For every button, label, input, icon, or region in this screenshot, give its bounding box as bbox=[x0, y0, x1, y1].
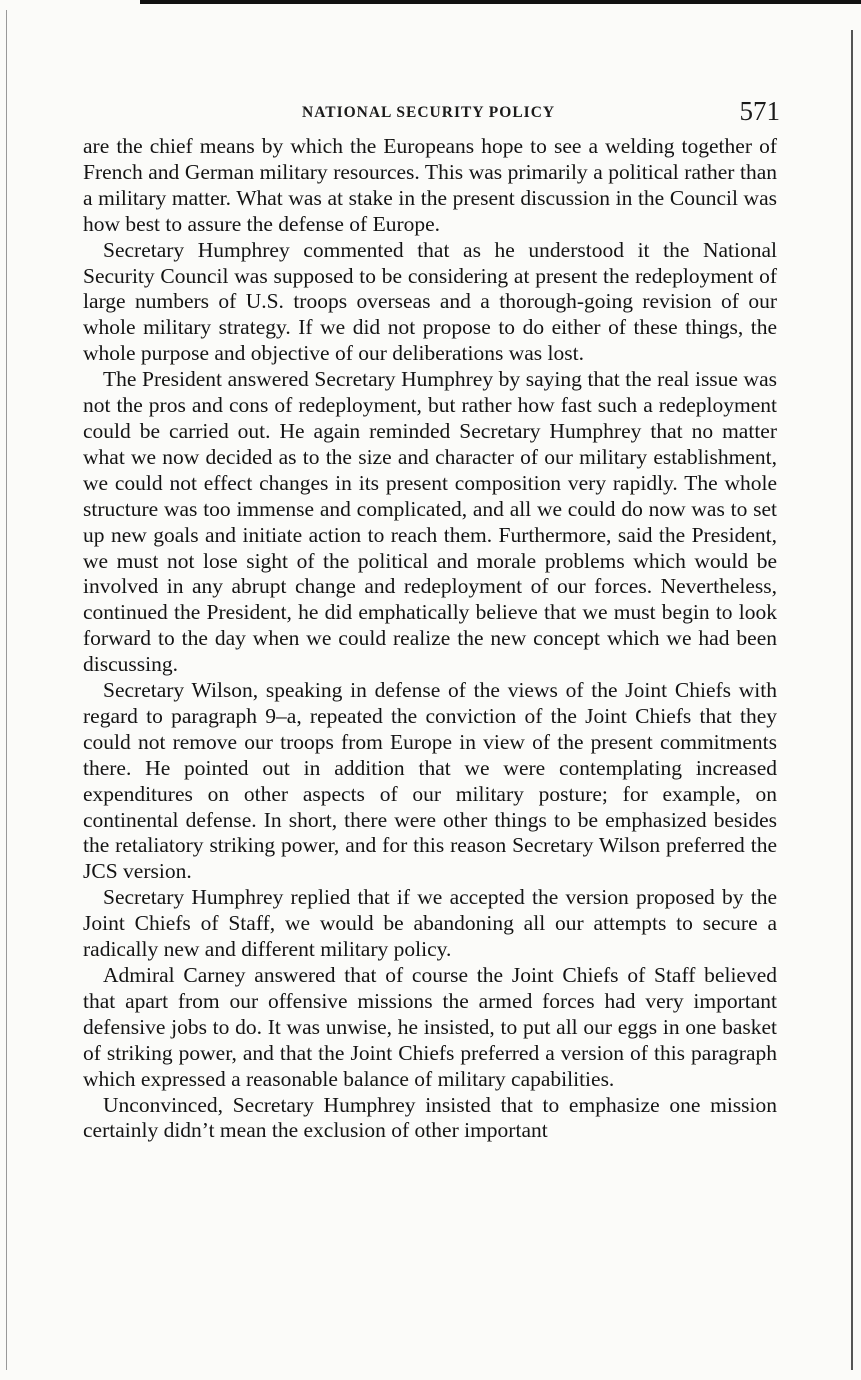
scan-left-edge bbox=[6, 10, 7, 1370]
paragraph: are the chief means by which the Europeans hope to see a welding together of French and German military resources. This was primarily a political rather than a military matter. What was at stake in the present discussion in the Council was how best to assure the defense of Europe. bbox=[83, 134, 777, 236]
paragraph: Unconvinced, Secretary Humphrey insisted that to emphasize one mission certainly didn’t mean the exclusion of other important bbox=[83, 1092, 777, 1143]
page-number: 571 bbox=[739, 96, 780, 126]
scan-top-edge bbox=[140, 0, 861, 4]
body-text bbox=[83, 134, 777, 1144]
paragraph: Secretary Humphrey commented that as he understood it the National Security Council was supposed to be considering at present the redeployment of large numbers of U.S. troops overseas and a thorough-going revision of our whole military strategy. If we did not propose to do either of these things, the whole purpose and objective of our deliberations was lost. bbox=[83, 237, 777, 366]
running-title: NATIONAL SECURITY POLICY bbox=[302, 104, 556, 121]
paragraph: Secretary Wilson, speaking in defense of the views of the Joint Chiefs with regard to paragraph 9–a, repeated the conviction of the Joint Chiefs that they could not remove our troops from Europe in view of the present commitments there. He pointed out in addition that we were contemplating increased expenditures on other aspects of our military posture; for example, on continental defense. In short, there were other things to be emphasized besides the retaliatory striking power, and for this reason Secretary Wilson preferred the JCS version. bbox=[83, 678, 777, 884]
running-head bbox=[90, 96, 780, 130]
paragraph: The President answered Secretary Humphrey by saying that the real issue was not the pros and cons of redeployment, but rather how fast such a redeployment could be carried out. He again reminded Secretary Humphrey that no matter what we now decided as to the size and character of our military establishment, we could not effect changes in its present composition very rapidly. The whole structure was too immense and complicated, and all we could do now was to set up new goals and initiate action to reach them. Furthermore, said the President, we must not lose sight of the political and morale problems which would be involved in any abrupt change and redeployment of our forces. Nevertheless, continued the President, he did emphatically believe that we must begin to look forward to the day when we could realize the new concept which we had been discussing. bbox=[83, 367, 777, 677]
paragraph: Admiral Carney answered that of course the Joint Chiefs of Staff believed that apart from our offensive missions the armed forces had very important defensive jobs to do. It was unwise, he insisted, to put all our eggs in one basket of striking power, and that the Joint Chiefs preferred a version of this paragraph which expressed a reasonable balance of military capabilities. bbox=[83, 963, 777, 1091]
scan-right-edge bbox=[851, 30, 853, 1370]
paragraph: Secretary Humphrey replied that if we accepted the version proposed by the Joint Chiefs of Staff, we would be abandoning all our attempts to secure a radically new and different military policy. bbox=[83, 885, 777, 962]
